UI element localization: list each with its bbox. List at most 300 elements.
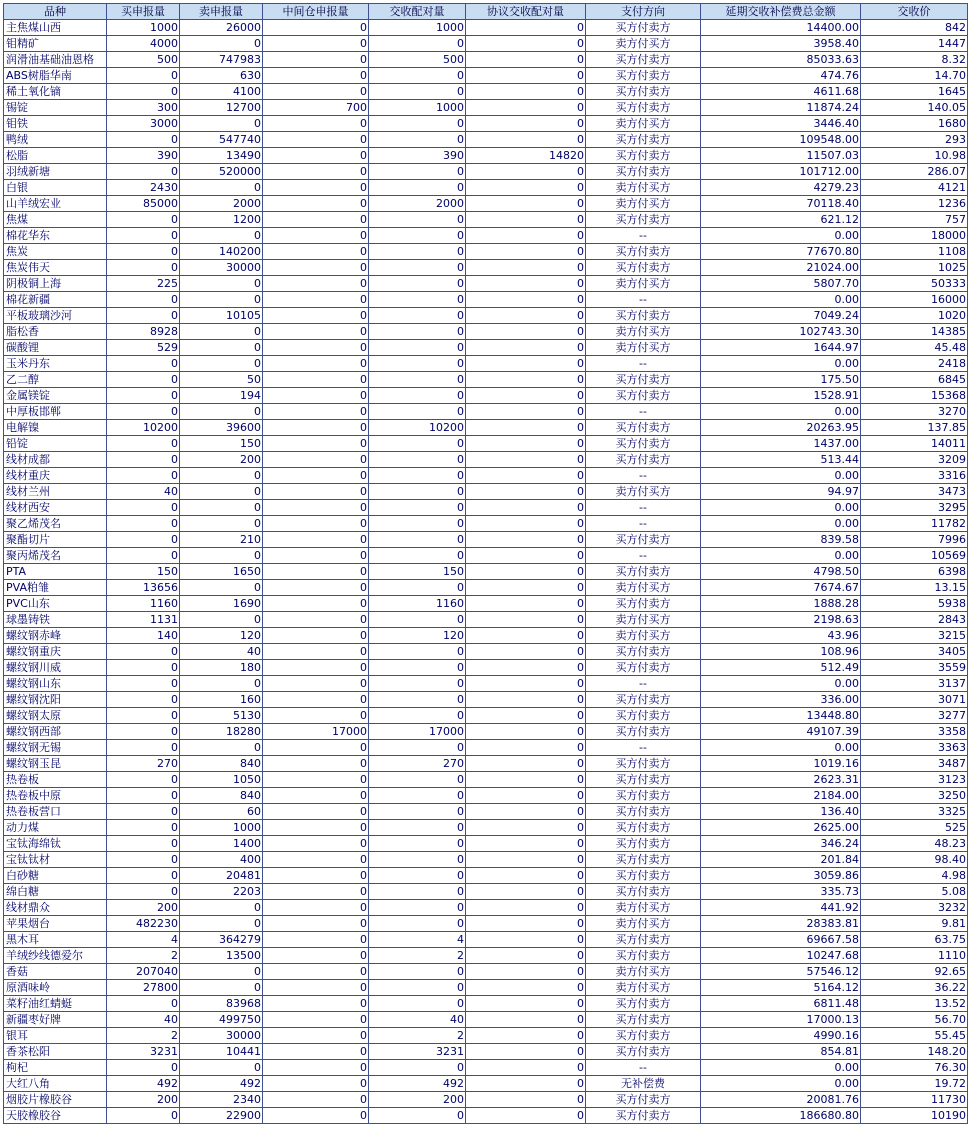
cell-agreement-qty: 0 (466, 740, 586, 756)
cell-variety: 黑木耳 (4, 932, 107, 948)
cell-sell-qty: 0 (180, 404, 263, 420)
cell-buy-qty: 0 (107, 708, 180, 724)
cell-agreement-qty: 0 (466, 532, 586, 548)
cell-intermediate-qty: 0 (263, 564, 369, 580)
cell-matched-qty: 1160 (369, 596, 466, 612)
cell-intermediate-qty: 0 (263, 628, 369, 644)
cell-variety: 阴极铜上海 (4, 276, 107, 292)
cell-variety: 苹果烟台 (4, 916, 107, 932)
cell-compensation-total: 14400.00 (701, 20, 861, 36)
table-row (4, 116, 968, 132)
cell-compensation-total: 11507.03 (701, 148, 861, 164)
cell-matched-qty: 0 (369, 612, 466, 628)
cell-agreement-qty: 0 (466, 116, 586, 132)
cell-compensation-total: 0.00 (701, 292, 861, 308)
cell-compensation-total: 335.73 (701, 884, 861, 900)
cell-intermediate-qty: 0 (263, 324, 369, 340)
cell-sell-qty: 1400 (180, 836, 263, 852)
cell-matched-qty: 0 (369, 404, 466, 420)
cell-variety: 香菇 (4, 964, 107, 980)
cell-sell-qty: 364279 (180, 932, 263, 948)
cell-delivery-price: 3071 (861, 692, 968, 708)
cell-buy-qty: 0 (107, 820, 180, 836)
cell-compensation-total: 43.96 (701, 628, 861, 644)
cell-agreement-qty: 0 (466, 708, 586, 724)
table-row (4, 612, 968, 628)
cell-matched-qty: 0 (369, 916, 466, 932)
cell-variety: 金属镁锭 (4, 388, 107, 404)
cell-intermediate-qty: 0 (263, 532, 369, 548)
cell-buy-qty: 3000 (107, 116, 180, 132)
table-row (4, 196, 968, 212)
cell-agreement-qty: 0 (466, 324, 586, 340)
cell-intermediate-qty: 0 (263, 260, 369, 276)
cell-sell-qty: 499750 (180, 1012, 263, 1028)
cell-buy-qty: 200 (107, 900, 180, 916)
cell-agreement-qty: 0 (466, 340, 586, 356)
cell-buy-qty: 390 (107, 148, 180, 164)
cell-agreement-qty: 0 (466, 868, 586, 884)
table-row (4, 980, 968, 996)
cell-intermediate-qty: 0 (263, 836, 369, 852)
cell-intermediate-qty: 0 (263, 516, 369, 532)
table-row (4, 772, 968, 788)
cell-matched-qty: 0 (369, 388, 466, 404)
cell-buy-qty: 140 (107, 628, 180, 644)
cell-buy-qty: 0 (107, 996, 180, 1012)
table-row (4, 756, 968, 772)
cell-sell-qty: 22900 (180, 1108, 263, 1124)
cell-intermediate-qty: 0 (263, 820, 369, 836)
cell-variety: 线材成都 (4, 452, 107, 468)
cell-sell-qty: 200 (180, 452, 263, 468)
cell-matched-qty: 0 (369, 868, 466, 884)
cell-buy-qty: 500 (107, 52, 180, 68)
cell-delivery-price: 11782 (861, 516, 968, 532)
cell-agreement-qty: 0 (466, 276, 586, 292)
header-matched-qty: 交收配对量 (369, 4, 466, 20)
cell-intermediate-qty: 0 (263, 244, 369, 260)
header-row (4, 4, 968, 20)
cell-intermediate-qty: 0 (263, 868, 369, 884)
cell-sell-qty: 2000 (180, 196, 263, 212)
cell-agreement-qty: 0 (466, 676, 586, 692)
cell-payment-direction: 买方付卖方 (586, 644, 701, 660)
cell-buy-qty: 0 (107, 692, 180, 708)
cell-buy-qty: 225 (107, 276, 180, 292)
cell-intermediate-qty: 0 (263, 484, 369, 500)
table-row (4, 724, 968, 740)
cell-variety: 枸杞 (4, 1060, 107, 1076)
cell-payment-direction: 卖方付买方 (586, 580, 701, 596)
cell-payment-direction: 买方付卖方 (586, 436, 701, 452)
cell-agreement-qty: 0 (466, 564, 586, 580)
cell-compensation-total: 0.00 (701, 404, 861, 420)
table-row (4, 564, 968, 580)
cell-compensation-total: 13448.80 (701, 708, 861, 724)
cell-variety: 棉花华东 (4, 228, 107, 244)
cell-compensation-total: 7049.24 (701, 308, 861, 324)
cell-matched-qty: 0 (369, 804, 466, 820)
cell-variety: 动力煤 (4, 820, 107, 836)
cell-buy-qty: 0 (107, 164, 180, 180)
cell-matched-qty: 0 (369, 340, 466, 356)
cell-variety: PVA粕雏 (4, 580, 107, 596)
cell-payment-direction: 买方付卖方 (586, 804, 701, 820)
cell-payment-direction: 买方付卖方 (586, 1108, 701, 1124)
cell-delivery-price: 11730 (861, 1092, 968, 1108)
cell-buy-qty: 2430 (107, 180, 180, 196)
cell-buy-qty: 0 (107, 452, 180, 468)
cell-intermediate-qty: 0 (263, 980, 369, 996)
cell-agreement-qty: 0 (466, 68, 586, 84)
cell-matched-qty: 0 (369, 692, 466, 708)
cell-payment-direction: 买方付卖方 (586, 164, 701, 180)
cell-agreement-qty: 0 (466, 260, 586, 276)
cell-variety: 天胶橡胶谷 (4, 1108, 107, 1124)
cell-payment-direction: 卖方付买方 (586, 964, 701, 980)
cell-compensation-total: 2198.63 (701, 612, 861, 628)
cell-agreement-qty: 0 (466, 628, 586, 644)
cell-payment-direction: 买方付卖方 (586, 420, 701, 436)
cell-sell-qty: 4100 (180, 84, 263, 100)
cell-variety: 原酒味岭 (4, 980, 107, 996)
cell-variety: 锡锭 (4, 100, 107, 116)
cell-intermediate-qty: 0 (263, 340, 369, 356)
cell-buy-qty: 4 (107, 932, 180, 948)
table-row (4, 932, 968, 948)
cell-compensation-total: 0.00 (701, 228, 861, 244)
cell-variety: 菜籽油红蜻蜓 (4, 996, 107, 1012)
cell-sell-qty: 547740 (180, 132, 263, 148)
cell-payment-direction: 卖方付买方 (586, 900, 701, 916)
cell-matched-qty: 0 (369, 276, 466, 292)
cell-matched-qty: 0 (369, 180, 466, 196)
table-row (4, 420, 968, 436)
cell-agreement-qty: 0 (466, 612, 586, 628)
cell-sell-qty: 2203 (180, 884, 263, 900)
cell-agreement-qty: 0 (466, 852, 586, 868)
cell-sell-qty: 140200 (180, 244, 263, 260)
cell-intermediate-qty: 0 (263, 916, 369, 932)
cell-buy-qty: 0 (107, 388, 180, 404)
cell-buy-qty: 1131 (107, 612, 180, 628)
table-row (4, 580, 968, 596)
cell-payment-direction: 卖方付买方 (586, 276, 701, 292)
cell-delivery-price: 16000 (861, 292, 968, 308)
cell-intermediate-qty: 0 (263, 164, 369, 180)
cell-payment-direction: 买方付卖方 (586, 660, 701, 676)
cell-buy-qty: 0 (107, 132, 180, 148)
cell-agreement-qty: 0 (466, 804, 586, 820)
cell-compensation-total: 11874.24 (701, 100, 861, 116)
header-buy-qty: 买申报量 (107, 4, 180, 20)
cell-variety: 钼铁 (4, 116, 107, 132)
table-row (4, 900, 968, 916)
cell-payment-direction: 买方付卖方 (586, 596, 701, 612)
cell-variety: 乙二醇 (4, 372, 107, 388)
cell-delivery-price: 92.65 (861, 964, 968, 980)
cell-buy-qty: 0 (107, 404, 180, 420)
cell-intermediate-qty: 0 (263, 692, 369, 708)
header-compensation-total: 延期交收补偿费总金额 (701, 4, 861, 20)
cell-buy-qty: 0 (107, 724, 180, 740)
cell-variety: 钼精矿 (4, 36, 107, 52)
cell-buy-qty: 482230 (107, 916, 180, 932)
cell-sell-qty: 400 (180, 852, 263, 868)
cell-compensation-total: 346.24 (701, 836, 861, 852)
cell-agreement-qty: 0 (466, 420, 586, 436)
cell-variety: 宝钛海绵钛 (4, 836, 107, 852)
cell-matched-qty: 2 (369, 948, 466, 964)
cell-payment-direction: 卖方付买方 (586, 484, 701, 500)
header-agreement-qty: 协议交收配对量 (466, 4, 586, 20)
cell-variety: 线材兰州 (4, 484, 107, 500)
table-row (4, 404, 968, 420)
cell-compensation-total: 0.00 (701, 548, 861, 564)
cell-agreement-qty: 0 (466, 724, 586, 740)
cell-sell-qty: 840 (180, 788, 263, 804)
cell-sell-qty: 160 (180, 692, 263, 708)
cell-intermediate-qty: 0 (263, 180, 369, 196)
cell-intermediate-qty: 0 (263, 36, 369, 52)
table-row (4, 276, 968, 292)
cell-agreement-qty: 0 (466, 548, 586, 564)
cell-sell-qty: 194 (180, 388, 263, 404)
cell-compensation-total: 4279.23 (701, 180, 861, 196)
cell-agreement-qty: 0 (466, 1028, 586, 1044)
cell-delivery-price: 3295 (861, 500, 968, 516)
cell-buy-qty: 0 (107, 740, 180, 756)
cell-payment-direction: 买方付卖方 (586, 772, 701, 788)
cell-payment-direction: 买方付卖方 (586, 948, 701, 964)
cell-payment-direction: 买方付卖方 (586, 1044, 701, 1060)
table-row (4, 1028, 968, 1044)
cell-agreement-qty: 0 (466, 308, 586, 324)
cell-payment-direction: 买方付卖方 (586, 932, 701, 948)
table-row (4, 916, 968, 932)
cell-sell-qty: 83968 (180, 996, 263, 1012)
table-row (4, 52, 968, 68)
cell-compensation-total: 0.00 (701, 1060, 861, 1076)
cell-payment-direction: -- (586, 468, 701, 484)
table-row (4, 852, 968, 868)
cell-intermediate-qty: 0 (263, 1108, 369, 1124)
cell-variety: 焦炭 (4, 244, 107, 260)
cell-payment-direction: 卖方付买方 (586, 116, 701, 132)
cell-matched-qty: 0 (369, 132, 466, 148)
cell-delivery-price: 6398 (861, 564, 968, 580)
cell-matched-qty: 2000 (369, 196, 466, 212)
cell-agreement-qty: 0 (466, 228, 586, 244)
cell-variety: 线材西安 (4, 500, 107, 516)
cell-agreement-qty: 0 (466, 372, 586, 388)
cell-buy-qty: 0 (107, 372, 180, 388)
cell-payment-direction: 卖方付买方 (586, 180, 701, 196)
cell-buy-qty: 1160 (107, 596, 180, 612)
cell-buy-qty: 0 (107, 884, 180, 900)
cell-payment-direction: -- (586, 500, 701, 516)
cell-delivery-price: 3137 (861, 676, 968, 692)
cell-matched-qty: 200 (369, 1092, 466, 1108)
cell-matched-qty: 150 (369, 564, 466, 580)
cell-payment-direction: -- (586, 548, 701, 564)
cell-payment-direction: 买方付卖方 (586, 1092, 701, 1108)
cell-payment-direction: -- (586, 1060, 701, 1076)
table-row (4, 740, 968, 756)
cell-agreement-qty: 0 (466, 20, 586, 36)
cell-payment-direction: 买方付卖方 (586, 724, 701, 740)
cell-delivery-price: 18000 (861, 228, 968, 244)
cell-delivery-price: 5938 (861, 596, 968, 612)
cell-agreement-qty: 0 (466, 980, 586, 996)
cell-intermediate-qty: 0 (263, 996, 369, 1012)
cell-compensation-total: 1888.28 (701, 596, 861, 612)
cell-sell-qty: 20481 (180, 868, 263, 884)
table-row (4, 372, 968, 388)
cell-matched-qty: 0 (369, 772, 466, 788)
cell-matched-qty: 0 (369, 500, 466, 516)
cell-delivery-price: 293 (861, 132, 968, 148)
cell-matched-qty: 0 (369, 212, 466, 228)
cell-payment-direction: -- (586, 404, 701, 420)
table-row (4, 388, 968, 404)
cell-payment-direction: -- (586, 356, 701, 372)
cell-payment-direction: 买方付卖方 (586, 20, 701, 36)
cell-variety: 热卷板中原 (4, 788, 107, 804)
cell-intermediate-qty: 0 (263, 548, 369, 564)
cell-sell-qty: 0 (180, 916, 263, 932)
cell-payment-direction: 卖方付买方 (586, 324, 701, 340)
cell-delivery-price: 3123 (861, 772, 968, 788)
cell-delivery-price: 842 (861, 20, 968, 36)
table-row (4, 676, 968, 692)
cell-buy-qty: 150 (107, 564, 180, 580)
cell-compensation-total: 49107.39 (701, 724, 861, 740)
cell-buy-qty: 0 (107, 852, 180, 868)
cell-payment-direction: -- (586, 516, 701, 532)
cell-agreement-qty: 0 (466, 100, 586, 116)
cell-delivery-price: 10569 (861, 548, 968, 564)
cell-variety: 主焦煤山西 (4, 20, 107, 36)
cell-compensation-total: 0.00 (701, 356, 861, 372)
cell-agreement-qty: 14820 (466, 148, 586, 164)
cell-matched-qty: 0 (369, 468, 466, 484)
cell-sell-qty: 1000 (180, 820, 263, 836)
cell-sell-qty: 12700 (180, 100, 263, 116)
cell-delivery-price: 63.75 (861, 932, 968, 948)
cell-buy-qty: 0 (107, 868, 180, 884)
cell-agreement-qty: 0 (466, 292, 586, 308)
cell-agreement-qty: 0 (466, 996, 586, 1012)
cell-sell-qty: 0 (180, 612, 263, 628)
table-row (4, 628, 968, 644)
cell-compensation-total: 2184.00 (701, 788, 861, 804)
cell-matched-qty: 0 (369, 484, 466, 500)
cell-payment-direction: 买方付卖方 (586, 1012, 701, 1028)
table-row (4, 948, 968, 964)
cell-sell-qty: 180 (180, 660, 263, 676)
cell-intermediate-qty: 0 (263, 436, 369, 452)
cell-delivery-price: 3559 (861, 660, 968, 676)
cell-sell-qty: 0 (180, 548, 263, 564)
cell-sell-qty: 13500 (180, 948, 263, 964)
cell-matched-qty: 0 (369, 324, 466, 340)
cell-sell-qty: 0 (180, 276, 263, 292)
table-row (4, 20, 968, 36)
cell-delivery-price: 5.08 (861, 884, 968, 900)
cell-sell-qty: 0 (180, 740, 263, 756)
cell-agreement-qty: 0 (466, 932, 586, 948)
cell-delivery-price: 10190 (861, 1108, 968, 1124)
cell-payment-direction: 买方付卖方 (586, 996, 701, 1012)
cell-matched-qty: 0 (369, 356, 466, 372)
cell-payment-direction: 买方付卖方 (586, 852, 701, 868)
cell-sell-qty: 630 (180, 68, 263, 84)
cell-delivery-price: 8.32 (861, 52, 968, 68)
cell-sell-qty: 0 (180, 900, 263, 916)
cell-payment-direction: 卖方付买方 (586, 612, 701, 628)
table-row (4, 708, 968, 724)
cell-compensation-total: 513.44 (701, 452, 861, 468)
cell-intermediate-qty: 0 (263, 276, 369, 292)
cell-payment-direction: 买方付卖方 (586, 788, 701, 804)
cell-sell-qty: 1650 (180, 564, 263, 580)
cell-agreement-qty: 0 (466, 164, 586, 180)
cell-compensation-total: 1644.97 (701, 340, 861, 356)
table-row (4, 36, 968, 52)
table-row (4, 820, 968, 836)
cell-compensation-total: 102743.30 (701, 324, 861, 340)
cell-delivery-price: 3473 (861, 484, 968, 500)
cell-intermediate-qty: 0 (263, 1092, 369, 1108)
cell-agreement-qty: 0 (466, 356, 586, 372)
cell-delivery-price: 148.20 (861, 1044, 968, 1060)
cell-sell-qty: 0 (180, 484, 263, 500)
cell-compensation-total: 839.58 (701, 532, 861, 548)
cell-payment-direction: 卖方付买方 (586, 36, 701, 52)
cell-intermediate-qty: 0 (263, 1028, 369, 1044)
delivery-table (3, 3, 968, 1124)
cell-delivery-price: 1108 (861, 244, 968, 260)
cell-payment-direction: 卖方付买方 (586, 340, 701, 356)
cell-intermediate-qty: 0 (263, 612, 369, 628)
cell-delivery-price: 525 (861, 820, 968, 836)
cell-buy-qty: 0 (107, 68, 180, 84)
cell-intermediate-qty: 0 (263, 420, 369, 436)
cell-agreement-qty: 0 (466, 132, 586, 148)
cell-intermediate-qty: 0 (263, 84, 369, 100)
cell-agreement-qty: 0 (466, 660, 586, 676)
cell-delivery-price: 50333 (861, 276, 968, 292)
cell-variety: 平板玻璃沙河 (4, 308, 107, 324)
cell-compensation-total: 94.97 (701, 484, 861, 500)
cell-buy-qty: 492 (107, 1076, 180, 1092)
table-row (4, 884, 968, 900)
cell-buy-qty: 0 (107, 292, 180, 308)
cell-intermediate-qty: 0 (263, 660, 369, 676)
cell-variety: 玉米丹东 (4, 356, 107, 372)
cell-agreement-qty: 0 (466, 580, 586, 596)
cell-delivery-price: 9.81 (861, 916, 968, 932)
cell-payment-direction: 买方付卖方 (586, 372, 701, 388)
cell-payment-direction: -- (586, 740, 701, 756)
cell-sell-qty: 520000 (180, 164, 263, 180)
cell-delivery-price: 3250 (861, 788, 968, 804)
cell-buy-qty: 2 (107, 1028, 180, 1044)
cell-payment-direction: 买方付卖方 (586, 52, 701, 68)
cell-matched-qty: 0 (369, 884, 466, 900)
